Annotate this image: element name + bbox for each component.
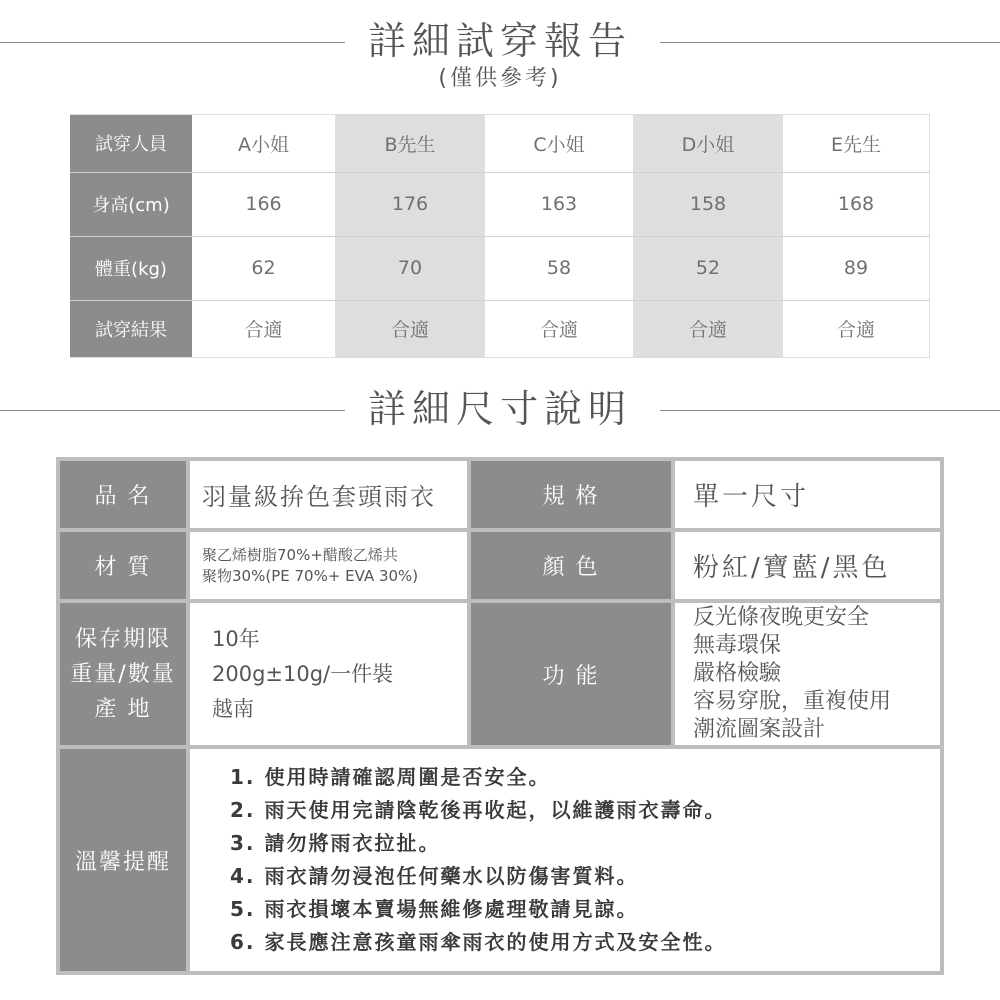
person-result: 合適 bbox=[539, 319, 578, 341]
reminder-item: 6. 家長應注意孩童雨傘雨衣的使用方式及安全性。 bbox=[230, 930, 727, 954]
color-label: 顏 色 bbox=[471, 532, 671, 599]
origin-value: 越南 bbox=[212, 696, 254, 721]
person-height: 176 bbox=[391, 193, 429, 215]
reminder-list bbox=[230, 761, 726, 959]
reminder-label: 溫馨提醒 bbox=[60, 749, 186, 971]
person-name: A小姐 bbox=[238, 133, 289, 156]
reminder-item: 5. 雨衣損壞本賣場無維修處理敬請見諒。 bbox=[230, 897, 639, 921]
person-weight: 62 bbox=[251, 257, 276, 279]
material-value bbox=[190, 532, 467, 599]
shelf-life-value: 10年 bbox=[212, 626, 260, 651]
fit-row-divider bbox=[70, 114, 930, 115]
person-result: 合適 bbox=[836, 319, 875, 341]
fit-header-person: 試穿人員 bbox=[95, 134, 167, 155]
fit-header-height: 身高(cm) bbox=[92, 195, 170, 216]
origin-label: 產 地 bbox=[94, 696, 152, 722]
size-info-table bbox=[56, 457, 944, 975]
person-name: C小姐 bbox=[533, 133, 585, 156]
function-list bbox=[675, 603, 940, 745]
size-info-title: 詳細尺寸說明 bbox=[367, 387, 632, 431]
function-item: 無毒環保 bbox=[693, 633, 782, 658]
shelf-weight-origin-value bbox=[190, 603, 467, 745]
person-name: E先生 bbox=[830, 133, 881, 156]
weight-value: 200g±10g/一件裝 bbox=[212, 661, 394, 686]
person-weight: 58 bbox=[546, 257, 572, 279]
person-weight: 52 bbox=[695, 257, 721, 279]
fit-row-divider bbox=[70, 236, 930, 237]
person-height: 166 bbox=[245, 193, 282, 215]
fit-row-divider bbox=[70, 357, 930, 358]
fit-header-result: 試穿結果 bbox=[95, 319, 167, 341]
reminder-item: 4. 雨衣請勿浸泡任何藥水以防傷害質料。 bbox=[230, 864, 639, 888]
spec-value: 單一尺寸 bbox=[675, 461, 940, 528]
function-item: 反光條夜晚更安全 bbox=[693, 605, 870, 630]
function-item: 嚴格檢驗 bbox=[693, 661, 782, 686]
material-label: 材 質 bbox=[60, 532, 186, 599]
person-result: 合適 bbox=[244, 319, 283, 341]
person-weight: 89 bbox=[843, 257, 869, 279]
person-height: 163 bbox=[540, 193, 578, 215]
reminder-panel bbox=[190, 749, 940, 971]
weight-label: 重量/數量 bbox=[70, 661, 176, 687]
color-value: 粉紅/寶藍/黑色 bbox=[675, 532, 940, 599]
person-name: B先生 bbox=[384, 133, 436, 156]
spec-label: 規 格 bbox=[471, 461, 671, 528]
person-height: 158 bbox=[689, 193, 727, 215]
function-item: 容易穿脫，重複使用 bbox=[693, 689, 892, 714]
fit-report-subtitle: (僅供參考) bbox=[438, 66, 562, 91]
product-name-label: 品 名 bbox=[60, 461, 186, 528]
fit-report-title: 詳細試穿報告 bbox=[367, 19, 632, 63]
material-line: 聚物30%(PE 70%+ EVA 30%) bbox=[202, 566, 419, 585]
product-name-value: 羽量級拚色套頭雨衣 bbox=[190, 461, 467, 528]
reminder-item: 3. 請勿將雨衣拉扯。 bbox=[230, 831, 441, 855]
function-label: 功 能 bbox=[471, 603, 671, 745]
fit-row-divider bbox=[70, 172, 930, 173]
shelf-life-label: 保存期限 bbox=[74, 626, 171, 652]
person-result: 合適 bbox=[390, 319, 429, 341]
reminder-item: 2. 雨天使用完請陰乾後再收起，以維護雨衣壽命。 bbox=[230, 798, 727, 822]
person-result: 合適 bbox=[688, 319, 727, 341]
function-item: 潮流圖案設計 bbox=[693, 717, 826, 742]
person-name: D小姐 bbox=[681, 133, 735, 156]
fit-header-weight: 體重(kg) bbox=[95, 259, 167, 280]
person-weight: 70 bbox=[397, 257, 423, 279]
reminder-item: 1. 使用時請確認周圍是否安全。 bbox=[230, 765, 551, 789]
person-height: 168 bbox=[837, 193, 875, 215]
material-line: 聚乙烯樹脂70%+醋酸乙烯共 bbox=[202, 545, 398, 564]
shelf-weight-origin-label bbox=[60, 603, 186, 745]
fit-row-divider bbox=[70, 300, 930, 301]
